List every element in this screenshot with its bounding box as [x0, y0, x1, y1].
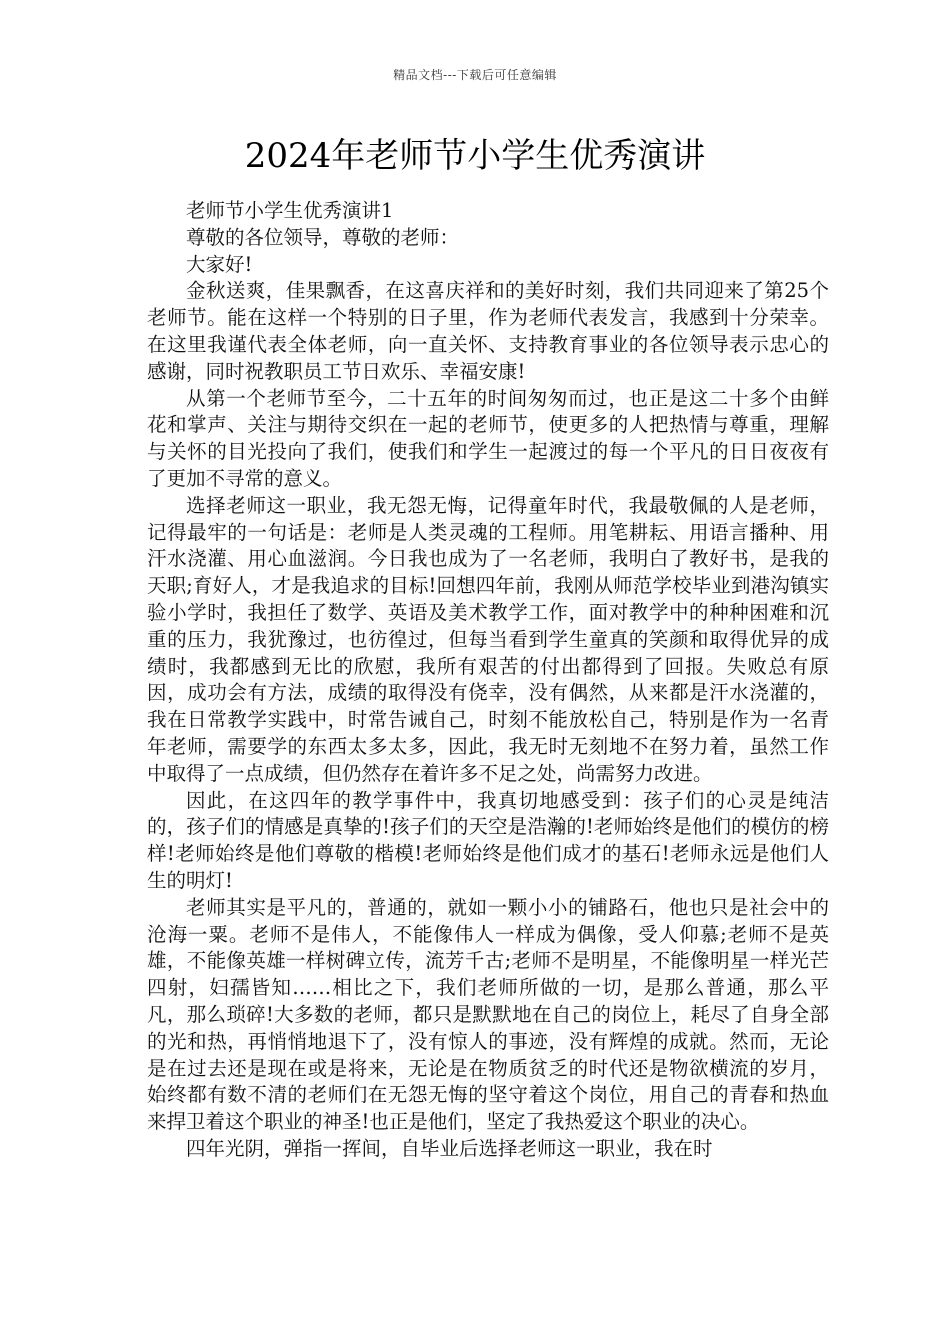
salutation: 大家好! — [186, 252, 253, 276]
paragraph: 金秋送爽，佳果飘香，在这喜庆祥和的美好时刻，我们共同迎来了第25个老师节。能在这样一个特别的日子里，作为老师代表发言，我感到十分荣幸。在这里我谨代表全体老师，向一直关怀、支持教育事业的各位领导表示忠心的感谢，同时祝教职员工节日欢乐、幸福安康! — [147, 279, 829, 383]
document-title: 2024年老师节小学生优秀演讲 — [244, 136, 706, 176]
paragraph: 选择老师这一职业，我无怨无悔，记得童年时代，我最敬佩的人是老师，记得最牢的一句话是：老师是人类灵魂的工程师。用笔耕耘、用语言播种、用汗水浇灌、用心血滋润。今日我也成为了一名老师，我明白了教好书，是我的天职;育好人，才是我追求的目标!回想四年前，我刚从师范学校毕业到港沟镇实验小学时，我担任了数学、英语及美术教学工作，面对教学中的种种困难和沉重的压力，我犹豫过，也彷徨过，但每当看到学生童真的笑颜和取得优异的成绩时，我都感到无比的欣慰，我所有艰苦的付出都得到了回报。失败总有原因，成功会有方法，成绩的取得没有侥幸，没有偶然，从来都是汗水浇灌的，我在日常教学实践中，时常告诫自己，时刻不能放松自己，特别是作为一名青年老师，需要学的东西太多太多，因此，我无时无刻地不在努力着，虽然工作中取得了一点成绩，但仍然存在着许多不足之处，尚需努力改进。 — [147, 493, 829, 785]
speech-subtitle: 老师节小学生优秀演讲1 — [186, 199, 394, 222]
paragraph: 从第一个老师节至今，二十五年的时间匆匆而过，也正是这二十多个由鲜花和掌声、关注与期待交织在一起的老师节，使更多的人把热情与尊重，理解与关怀的目光投向了我们，使我们和学生一起渡过的每一个平凡的日日夜夜有了更加不寻常的意义。 — [147, 386, 829, 490]
greeting: 尊敬的各位领导，尊敬的老师： — [186, 225, 460, 249]
paragraph: 因此，在这四年的教学事件中，我真切地感受到：孩子们的心灵是纯洁的，孩子们的情感是真挚的!孩子们的天空是浩瀚的!老师始终是他们的模仿的榜样!老师始终是他们尊敬的楷模!老师始终是他们成才的基石!老师永远是他们人生的明灯! — [147, 788, 829, 892]
paragraph-truncated: 四年光阴，弹指一挥间，自毕业后选择老师这一职业，我在时 — [186, 1136, 713, 1160]
paragraph: 老师其实是平凡的，普通的，就如一颗小小的铺路石，他也只是社会中的沧海一粟。老师不是伟人，不能像伟人一样成为偶像，受人仰慕;老师不是英雄，不能像英雄一样树碑立传，流芳千古;老师不是明星，不能像明星一样光芒四射，妇孺皆知……相比之下，我们老师所做的一切，是那么普通，那么平凡，那么琐碎!大多数的老师，都只是默默地在自己的岗位上，耗尽了自身全部的光和热，再悄悄地退下了，没有惊人的事迹，没有辉煌的成就。然而，无论是在过去还是现在或是将来，无论是在物质贫乏的时代还是物欲横流的岁月，始终都有数不清的老师们在无怨无悔的坚守着这个岗位，用自己的青春和热血来捍卫着这个职业的神圣!也正是他们，坚定了我热爱这个职业的决心。 — [147, 895, 829, 1134]
header-note: 精品文档---下载后可任意编辑 — [393, 68, 557, 82]
document-body — [147, 198, 829, 1163]
